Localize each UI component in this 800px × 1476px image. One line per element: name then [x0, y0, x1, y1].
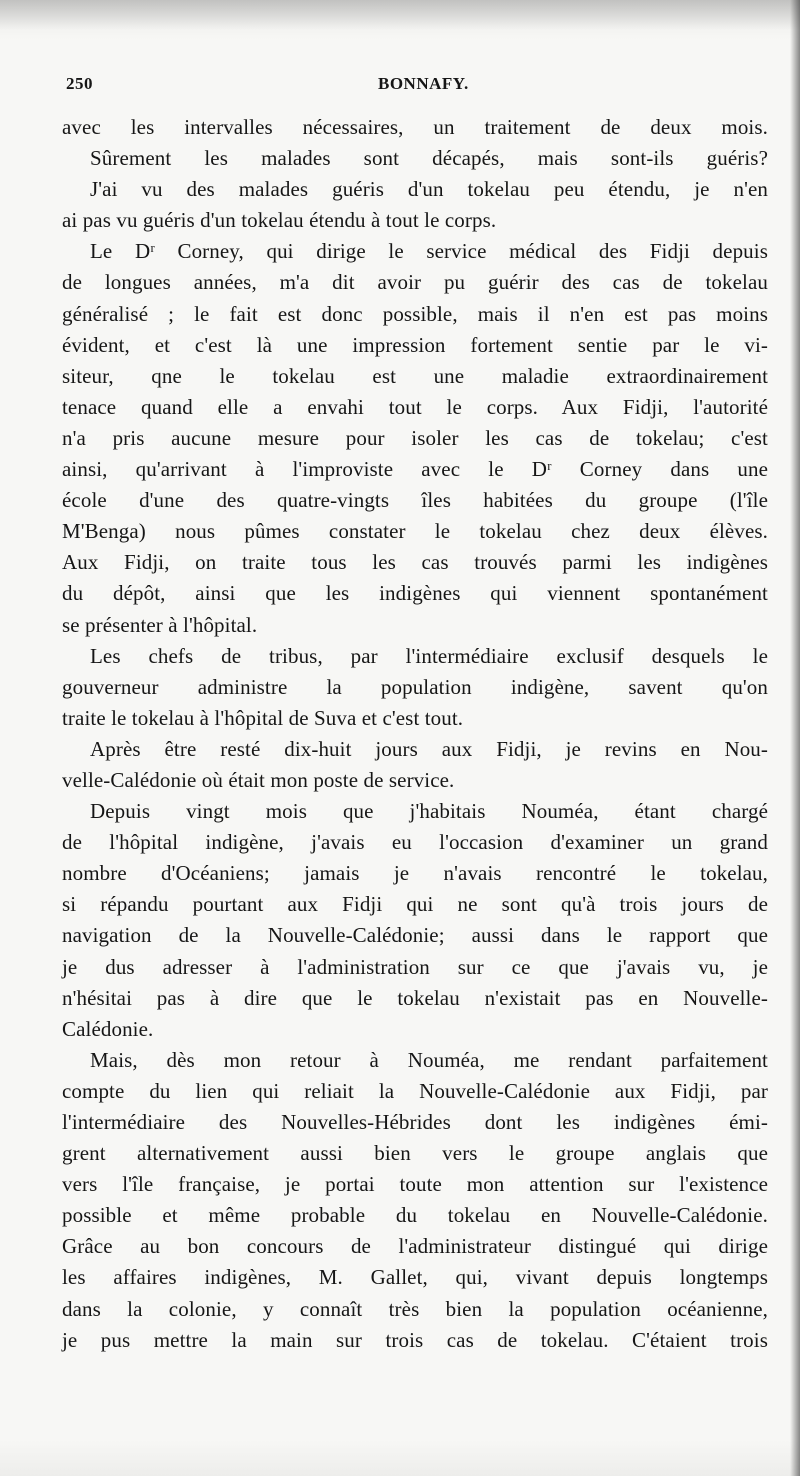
text-line: je pus mettre la main sur trois cas de tokelau. C'étaient trois: [62, 1327, 768, 1352]
text-line: J'ai vu des malades guéris d'un tokelau peu étendu, je n'en: [90, 177, 768, 202]
text-line: traite le tokelau à l'hôpital de Suva et c'est tout.: [62, 705, 464, 730]
text-line: Mais, dès mon retour à Nouméa, me rendant parfaitement: [90, 1047, 768, 1072]
text-line: les affaires indigènes, M. Gallet, qui, vivant depuis longtemps: [62, 1265, 768, 1290]
text-line: n'a pris aucune mesure pour isoler les cas de tokelau; c'est: [62, 425, 768, 450]
text-line: l'intermédiaire des Nouvelles-Hébrides dont les indigènes émi-: [62, 1110, 768, 1134]
text-line: Aux Fidji, on traite tous les cas trouvés parmi les indigènes: [62, 550, 768, 575]
page-top-shadow: [0, 0, 800, 30]
text-line: du dépôt, ainsi que les indigènes qui viennent spontanément: [62, 581, 768, 606]
text-line: si répandu pourtant aux Fidji qui ne sont qu'à trois jours de: [62, 892, 768, 917]
text-line: gouverneur administre la population indigène, savent qu'on: [62, 674, 768, 699]
text-line: je dus adresser à l'administration sur ce que j'avais vu, je: [62, 954, 768, 979]
text-line: possible et même probable du tokelau en Nouvelle-Calédonie.: [62, 1203, 768, 1228]
text-line: Depuis vingt mois que j'habitais Nouméa, étant chargé: [90, 799, 768, 824]
body-text: [62, 112, 768, 1356]
text-line: de l'hôpital indigène, j'avais eu l'occasion d'examiner un grand: [62, 830, 768, 855]
text-line: M'Benga) nous pûmes constater le tokelau chez deux élèves.: [62, 519, 768, 544]
text-line: vers l'île française, je portai toute mon attention sur l'existence: [62, 1172, 768, 1197]
text-line: dans la colonie, y connaît très bien la population océanienne,: [62, 1296, 768, 1321]
text-line: compte du lien qui reliait la Nouvelle-Calédonie aux Fidji, par: [62, 1078, 768, 1103]
text-line: tenace quand elle a envahi tout le corps. Aux Fidji, l'autorité: [62, 394, 768, 419]
text-line: Le Dʳ Corney, qui dirige le service médical des Fidji depuis: [90, 239, 768, 264]
text-line: école d'une des quatre-vingts îles habitées du groupe (l'île: [62, 488, 768, 513]
text-line: nombre d'Océaniens; jamais je n'avais rencontré le tokelau,: [62, 861, 768, 886]
text-line: de longues années, m'a dit avoir pu guérir des cas de tokelau: [62, 270, 768, 295]
page-binding-shadow: [790, 0, 800, 1476]
text-line: généralisé ; le fait est donc possible, mais il n'en est pas moins: [62, 301, 768, 326]
text-line: Grâce au bon concours de l'administrateur distingué qui dirige: [62, 1234, 768, 1259]
running-head: BONNAFY.: [378, 74, 469, 93]
text-line: velle-Calédonie où était mon poste de service.: [62, 767, 455, 792]
page-number: 250: [66, 74, 93, 93]
text-line: ai pas vu guéris d'un tokelau étendu à tout le corps.: [62, 208, 497, 233]
text-line: se présenter à l'hôpital.: [62, 612, 258, 637]
text-line: évident, et c'est là une impression fortement sentie par le vi-: [62, 332, 768, 357]
text-line: Les chefs de tribus, par l'intermédiaire exclusif desquels le: [90, 643, 768, 668]
text-line: Sûrement les malades sont décapés, mais sont-ils guéris?: [90, 146, 768, 171]
text-line: siteur, qne le tokelau est une maladie extraordinairement: [62, 363, 768, 388]
text-line: navigation de la Nouvelle-Calédonie; aussi dans le rapport que: [62, 923, 768, 948]
text-line: Après être resté dix-huit jours aux Fidji, je revins en Nou-: [90, 736, 768, 761]
text-line: Calédonie.: [62, 1016, 154, 1041]
text-line: n'hésitai pas à dire que le tokelau n'existait pas en Nouvelle-: [62, 985, 768, 1010]
text-line: grent alternativement aussi bien vers le groupe anglais que: [62, 1141, 768, 1166]
text-line: ainsi, qu'arrivant à l'improviste avec le Dʳ Corney dans une: [62, 457, 768, 482]
page-header: [66, 74, 766, 98]
text-line: avec les intervalles nécessaires, un traitement de deux mois.: [62, 115, 768, 139]
